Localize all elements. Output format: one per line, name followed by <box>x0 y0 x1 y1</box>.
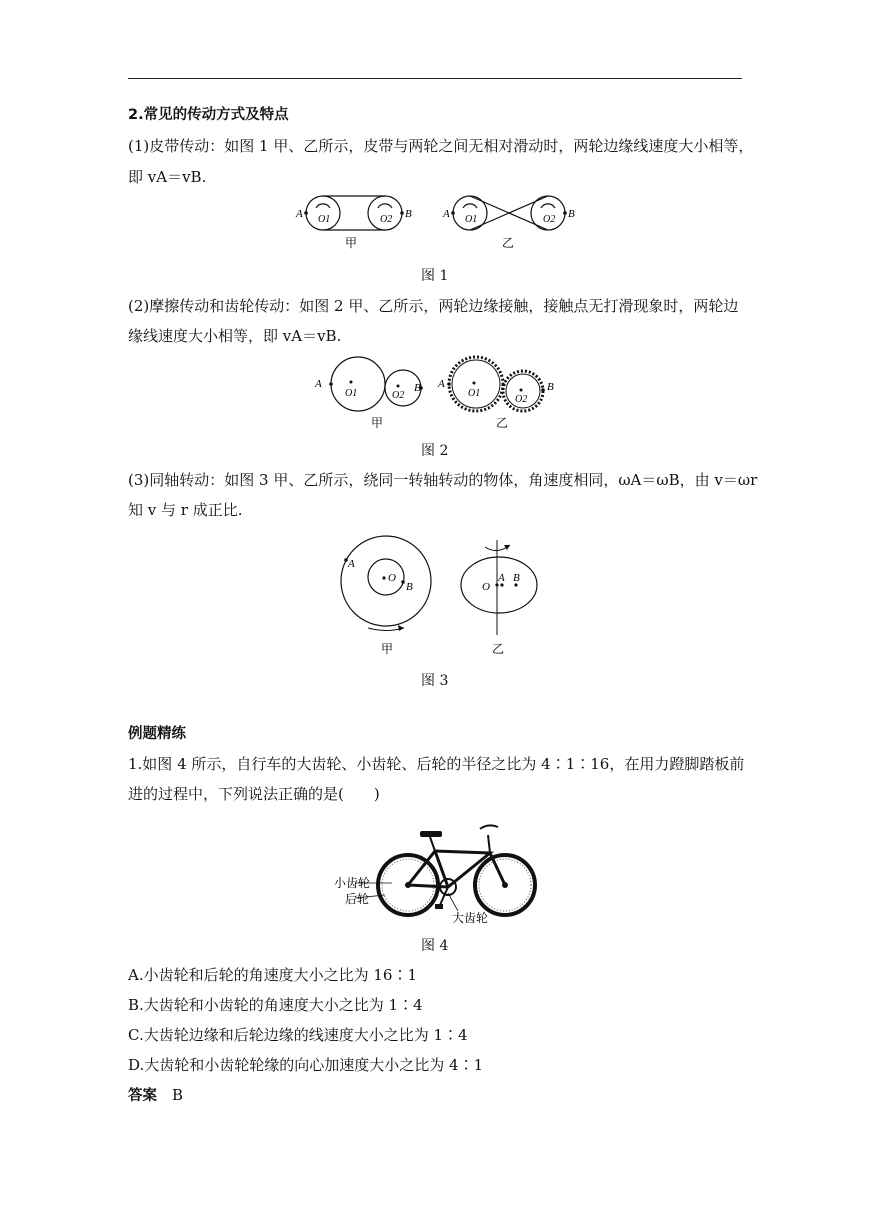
figure-2-friction-gear <box>310 350 580 435</box>
fig2-o2: O2 <box>392 390 405 401</box>
answer-value: B <box>172 1086 184 1104</box>
fig3-label-o2: O <box>482 581 490 593</box>
paragraph-friction-line2: 缘线速度大小相等，即 vA＝vB. <box>128 327 342 345</box>
fig2-o1: O1 <box>345 388 358 399</box>
figure-1-caption: 图 1 <box>421 268 449 284</box>
option-c: C.大齿轮边缘和后轮边缘的线速度大小之比为 1∶4 <box>128 1026 468 1044</box>
option-d: D.大齿轮和小齿轮轮缘的向心加速度大小之比为 4∶1 <box>128 1056 484 1074</box>
fig1-label-a: A <box>296 208 303 220</box>
fig1-o2: O2 <box>380 214 393 225</box>
option-a: A.小齿轮和后轮的角速度大小之比为 16∶1 <box>128 966 418 984</box>
fig1-o1: O1 <box>318 214 331 225</box>
fig1-o1b: O1 <box>465 214 478 225</box>
fig3-label-b2: B <box>513 572 520 584</box>
fig4-big-gear-label: 大齿轮 <box>452 911 489 925</box>
paragraph-coaxial-line1: (3)同轴转动：如图 3 甲、乙所示，绕同一转轴转动的物体，角速度相同，ωA＝ωB，由 v＝ωr <box>128 471 758 489</box>
header-rule <box>128 78 742 79</box>
section-heading: 2.常见的传动方式及特点 <box>128 107 289 123</box>
fig1-sub-right: 乙 <box>502 236 515 250</box>
fig3-label-b: B <box>406 581 413 593</box>
fig2-o2b: O2 <box>515 394 528 405</box>
option-b: B.大齿轮和小齿轮的角速度大小之比为 1∶4 <box>128 996 423 1014</box>
fig2-label-b2: B <box>547 381 554 393</box>
fig1-open-belt <box>295 196 412 250</box>
fig1-label-b: B <box>405 208 412 220</box>
figure-3-coaxial <box>330 535 560 660</box>
paragraph-belt-line1: (1)皮带传动：如图 1 甲、乙所示，皮带与两轮之间无相对滑动时，两轮边缘线速度大小相等， <box>128 137 754 155</box>
fig3-label-a2: A <box>498 572 505 584</box>
fig1-label-b2: B <box>568 208 575 220</box>
examples-heading: 例题精练 <box>128 726 186 742</box>
fig2-label-b: B <box>414 382 421 394</box>
fig2-sub-left: 甲 <box>371 416 384 430</box>
fig2-friction <box>314 357 423 430</box>
fig3-sub-right: 乙 <box>492 642 505 656</box>
fig3-concentric <box>341 536 431 656</box>
question-1-line1: 1.如图 4 所示，自行车的大齿轮、小齿轮、后轮的半径之比为 4∶1∶16，在用力蹬脚踏板前 <box>128 755 745 773</box>
fig2-sub-right: 乙 <box>496 416 509 430</box>
fig1-o2b: O2 <box>543 214 556 225</box>
fig3-sub-left: 甲 <box>381 642 394 656</box>
answer-line <box>128 1085 183 1106</box>
fig3-axis-ellipse <box>461 540 537 656</box>
fig1-crossed-belt <box>442 196 575 250</box>
figure-2-caption: 图 2 <box>421 443 449 459</box>
figure-3-caption: 图 3 <box>421 673 449 689</box>
fig2-label-a: A <box>315 378 322 390</box>
fig1-label-a2: A <box>443 208 450 220</box>
question-1-line2: 进的过程中，下列说法正确的是( ) <box>128 785 380 803</box>
fig2-label-a2: A <box>438 378 445 390</box>
figure-1-belt-drive <box>290 190 590 250</box>
figure-4-bicycle <box>330 815 545 930</box>
paragraph-coaxial-line2: 知 v 与 r 成正比. <box>128 501 243 519</box>
answer-label: 答案 <box>128 1088 157 1104</box>
paragraph-belt-line2: 即 vA＝vB. <box>128 168 207 186</box>
figure-4-caption: 图 4 <box>421 938 449 954</box>
fig3-label-a: A <box>348 558 355 570</box>
paragraph-friction-line1: (2)摩擦传动和齿轮传动：如图 2 甲、乙所示，两轮边缘接触，接触点无打滑现象时，两轮边 <box>128 297 739 315</box>
fig2-gear <box>437 357 554 430</box>
bicycle-drawing <box>355 825 535 915</box>
fig4-rear-wheel-label: 后轮 <box>345 892 370 906</box>
fig3-label-o: O <box>388 572 396 584</box>
fig1-sub-left: 甲 <box>345 236 358 250</box>
fig4-small-gear-label: 小齿轮 <box>334 876 371 890</box>
fig2-o1b: O1 <box>468 388 481 399</box>
